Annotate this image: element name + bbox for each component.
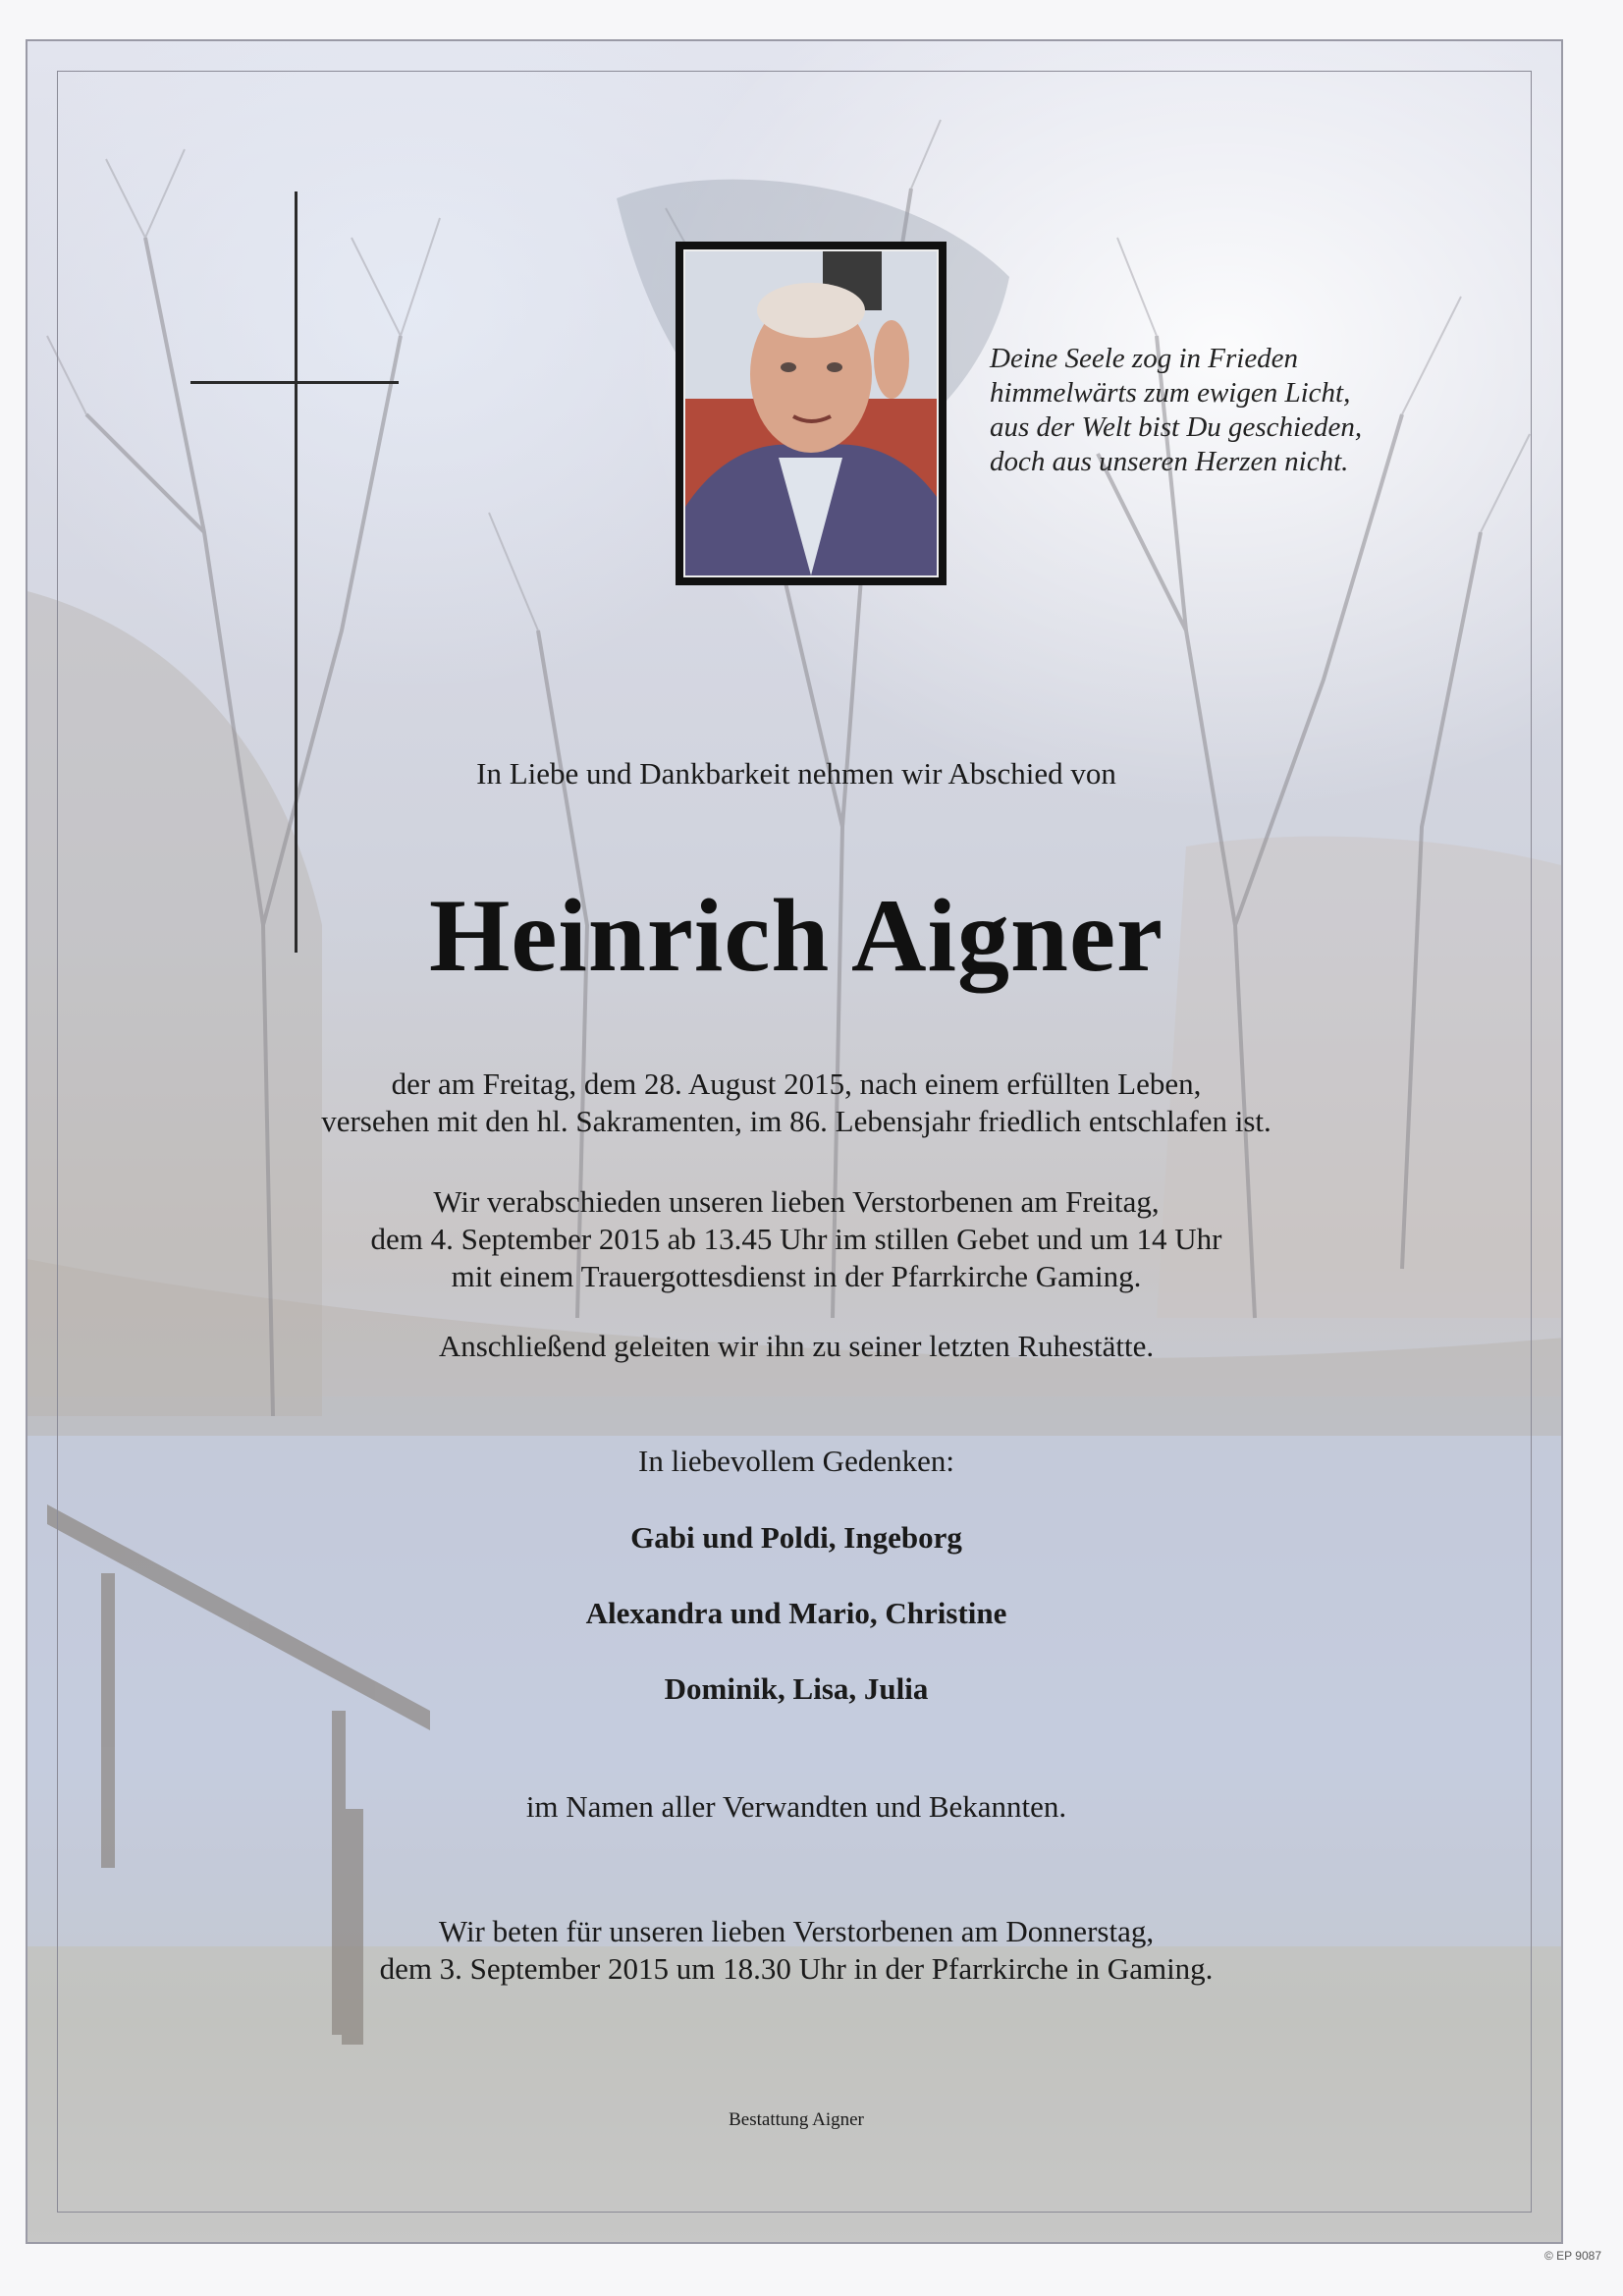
prayer-line: dem 3. September 2015 um 18.30 Uhr in der Pfarrkirche in Gaming. (379, 1951, 1214, 1986)
family-line: Gabi und Poldi, Ingeborg (630, 1520, 962, 1555)
print-code: © EP 9087 (1544, 2249, 1601, 2263)
cross-vertical-bar (295, 191, 298, 953)
relatives-line: im Namen aller Verwandten und Bekannten. (525, 1789, 1067, 1824)
death-notice (27, 1066, 1563, 1140)
death-notice-line: der am Freitag, dem 28. August 2015, nach einem erfüllten Leben, (391, 1066, 1202, 1101)
portrait-frame (676, 242, 947, 585)
undertaker-name: Bestattung Aigner (729, 2109, 864, 2130)
farewell-line: mit einem Trauergottesdienst in der Pfarrkirche Gaming. (451, 1259, 1142, 1293)
deceased-name: Heinrich Aigner (428, 878, 1164, 993)
family-line: Dominik, Lisa, Julia (664, 1671, 929, 1706)
death-notice-line: versehen mit den hl. Sakramenten, im 86. Lebensjahr friedlich entschlafen ist. (321, 1104, 1271, 1138)
portrait-photo (683, 249, 939, 577)
poem-line: himmelwärts zum ewigen Licht, (990, 377, 1351, 409)
obituary-sheet (26, 39, 1563, 2244)
burial-notice: Anschließend geleiten wir ihn zu seiner letzten Ruhestätte. (438, 1329, 1155, 1363)
farewell-line: dem 4. September 2015 ab 13.45 Uhr im stillen Gebet und um 14 Uhr (370, 1222, 1222, 1256)
family-line: Alexandra und Mario, Christine (585, 1596, 1007, 1630)
prayer-line: Wir beten für unseren lieben Verstorbenen am Donnerstag, (438, 1914, 1155, 1948)
poem-line: aus der Welt bist Du geschieden, (990, 411, 1363, 443)
poem-line: Deine Seele zog in Frieden (990, 343, 1299, 374)
memory-heading: In liebevollem Gedenken: (638, 1444, 954, 1478)
farewell-line: Wir verabschieden unseren lieben Verstorbenen am Freitag, (433, 1184, 1160, 1219)
portrait-image (685, 251, 937, 575)
prayer-notice (27, 1913, 1563, 1988)
farewell-notice (27, 1183, 1563, 1295)
intro-text: In Liebe und Dankbarkeit nehmen wir Abschied von (476, 756, 1116, 791)
cross-horizontal-bar (190, 381, 399, 384)
poem (990, 342, 1441, 479)
poem-line: doch aus unseren Herzen nicht. (990, 446, 1349, 477)
